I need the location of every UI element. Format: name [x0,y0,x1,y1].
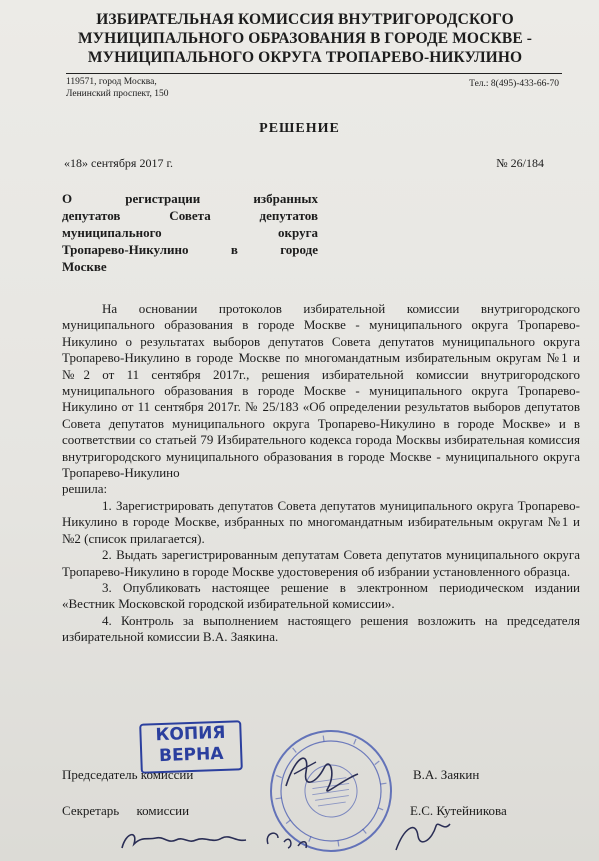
copy-true-stamp [139,720,243,774]
letterhead [60,10,550,67]
chair-signature-icon [276,744,368,804]
resolved-word: решила: [62,481,108,497]
header-divider [66,73,562,74]
stamp-line-1: КОПИЯ [155,722,226,746]
address-line-1: 119571, город Москва, [66,77,157,87]
letterhead-line-1: ИЗБИРАТЕЛЬНАЯ КОМИССИЯ ВНУТРИГОРОДСКОГО [96,11,514,28]
address [66,76,169,100]
item-1-paragraph: 1. Зарегистрировать депутатов Совета депутатов муниципального округа Тропарево-Никулино в городе Москве, избранных по многомандатным избирательным округам №1 и №2 (список прилагается). [62,497,580,546]
chair-name: В.А. Заякин [413,767,480,782]
document-date: «18» сентября 2017 г. [64,156,174,170]
document-number: № 26/184 [496,156,544,170]
subject-line: муниципального округа [62,225,318,240]
document-subject [62,190,318,275]
secretary-signature-icon [118,818,328,861]
address-line-2: Ленинский проспект, 150 [66,89,169,99]
preamble-paragraph: На основании протоколов избирательной комиссии внутригородского муниципального образования в городе Москве - муниципального округа Тропарево-Никулино о результатах выборов депутатов Совета депутатов муниципального округа Тропарево-Никулино в городе Москве по многомандатным избирательным округам №1 и №2 от 11 сентября 2017г., решения избирательной комиссии внутригородского муниципального образования в городе Москве - муниципального округа Тропарево-Никулино от 11 сентября 2017г. № 25/183 «Об определении результатов выборов депутатов Совета депутатов муниципального округа Тропарево-Никулино в городе Москве» и в соответствии со статьей 79 Избирательного кодекса города Москвы избирательная комиссия внутригородского муниципального образования в городе Москве - муниципального округа Тропарево-Никулино [62,301,580,481]
item-2-paragraph: 2. Выдать зарегистрированным депутатам Совета депутатов муниципального округа Тропарево-Никулино в городе Москве удостоверения об избрании установленного образца. [62,547,580,579]
subject-line: О регистрации избранных [62,191,318,206]
item-4-paragraph: 4. Контроль за выполнением настоящего решения возложить на председателя избирательной комиссии В.А. Заякина. [62,612,580,645]
item-3-paragraph: 3. Опубликовать настоящее решение в электронном периодическом издании «Вестник Московской городской избирательной комиссии». [62,579,580,612]
letterhead-line-2: МУНИЦИПАЛЬНОГО ОБРАЗОВАНИЯ В ГОРОДЕ МОСКВЕ - [77,30,533,47]
document-title: РЕШЕНИЕ [259,121,340,136]
subject-line: депутатов Совета депутатов [62,208,318,223]
phone-number: Тел.: 8(495)-433-66-70 [469,79,559,89]
secretary-name: Е.С. Кутейникова [410,803,507,818]
document-body [62,301,580,646]
stamp-line-2: ВЕРНА [158,743,224,767]
secretary-title: Секретарь комиссии [62,803,190,818]
subject-line: Москве [62,259,107,274]
chair-title: Председатель комиссии [62,767,194,782]
subject-line: Тропарево-Никулино в городе [62,242,318,257]
letterhead-line-3: МУНИЦИПАЛЬНОГО ОКРУГА ТРОПАРЕВО-НИКУЛИНО [87,49,523,66]
